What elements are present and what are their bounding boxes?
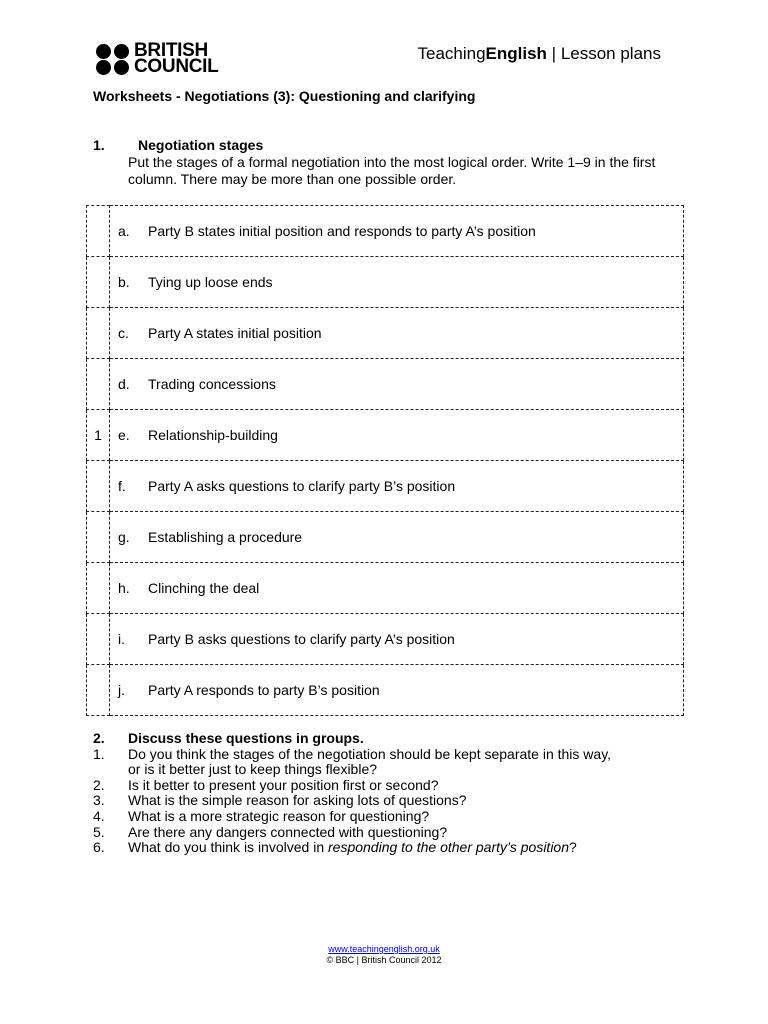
question-text: Is it better to present your position first or second? xyxy=(128,776,439,793)
stage-text: Clinching the deal xyxy=(148,580,260,596)
question-prefix: What do you think is involved in xyxy=(128,839,328,856)
stage-row xyxy=(87,410,684,461)
brand-suffix: | Lesson plans xyxy=(546,44,661,63)
question-6 xyxy=(93,840,611,856)
british-council-logo xyxy=(96,40,219,77)
question-suffix: ? xyxy=(569,839,577,856)
stage-letter: h. xyxy=(118,580,130,596)
stage-row xyxy=(87,512,684,563)
section1-number: 1. xyxy=(93,137,105,153)
question-2 xyxy=(93,778,611,794)
stage-cell xyxy=(110,257,684,308)
stage-row xyxy=(87,614,684,665)
stage-letter: a. xyxy=(118,223,130,239)
question-number: 3. xyxy=(93,792,105,809)
answer-cell[interactable] xyxy=(87,665,110,716)
stage-letter: c. xyxy=(118,325,129,341)
section2-heading xyxy=(93,731,611,747)
section1-heading xyxy=(93,137,263,153)
stage-text: Party A responds to party B’s position xyxy=(148,682,380,698)
question-number: 6. xyxy=(93,839,105,856)
stage-text: Relationship-building xyxy=(148,427,278,443)
footer-link[interactable]: www.teachingenglish.org.uk xyxy=(328,944,440,954)
question-text: What is the simple reason for asking lots of questions? xyxy=(128,792,467,809)
question-text: Are there any dangers connected with questioning? xyxy=(128,823,448,840)
question-italic: responding to the other party’s position xyxy=(328,839,570,856)
section2-number: 2. xyxy=(93,730,105,746)
question-text: What is a more strategic reason for questioning? xyxy=(128,807,430,824)
logo-dots-icon xyxy=(96,44,130,75)
question-number: 4. xyxy=(93,807,105,824)
stage-text: Establishing a procedure xyxy=(148,529,303,545)
stage-cell xyxy=(110,512,684,563)
answer-cell[interactable] xyxy=(87,563,110,614)
answer-cell[interactable] xyxy=(87,257,110,308)
logo-line-1: BRITISH xyxy=(134,40,208,61)
section1-title: Negotiation stages xyxy=(138,137,264,153)
stage-cell xyxy=(110,206,684,257)
question-5 xyxy=(93,825,611,841)
brand-prefix: Teaching xyxy=(417,44,486,63)
stage-letter: f. xyxy=(118,478,126,494)
stage-cell xyxy=(110,461,684,512)
stages-table xyxy=(86,205,684,716)
teaching-english-header xyxy=(417,44,661,64)
stage-letter: j. xyxy=(118,682,125,698)
answer-cell[interactable]: 1 xyxy=(87,410,110,461)
stage-row xyxy=(87,563,684,614)
section2-title: Discuss these questions in groups. xyxy=(128,730,364,746)
footer-copyright: © BBC | British Council 2012 xyxy=(326,955,442,965)
stage-row xyxy=(87,308,684,359)
worksheet-title: Worksheets - Negotiations (3): Questioning and clarifying xyxy=(93,88,476,104)
stage-row xyxy=(87,359,684,410)
question-text xyxy=(128,840,577,856)
stage-letter: d. xyxy=(118,376,130,392)
stage-row xyxy=(87,257,684,308)
question-number: 2. xyxy=(93,776,105,793)
section2 xyxy=(93,731,611,856)
stage-cell xyxy=(110,614,684,665)
stage-row xyxy=(87,665,684,716)
stage-text: Party B states initial position and responds to party A’s position xyxy=(148,223,536,239)
stage-cell xyxy=(110,410,684,461)
answer-cell[interactable] xyxy=(87,359,110,410)
question-text: or is it better just to keep things flexible? xyxy=(128,761,378,778)
answer-cell[interactable] xyxy=(87,461,110,512)
stage-text: Tying up loose ends xyxy=(148,274,273,290)
logo-wordmark xyxy=(134,40,219,77)
brand-bold: English xyxy=(485,44,547,63)
stage-text: Party B asks questions to clarify party A’s position xyxy=(148,631,455,647)
stage-cell xyxy=(110,665,684,716)
answer-cell[interactable] xyxy=(87,206,110,257)
answer-cell[interactable] xyxy=(87,512,110,563)
question-number: 5. xyxy=(93,823,105,840)
answer-cell[interactable] xyxy=(87,614,110,665)
stage-letter: e. xyxy=(118,427,130,443)
question-number: 1. xyxy=(93,745,105,762)
stage-cell xyxy=(110,308,684,359)
answer-cell[interactable] xyxy=(87,308,110,359)
stage-cell xyxy=(110,563,684,614)
stage-text: Party A states initial position xyxy=(148,325,322,341)
stage-letter: b. xyxy=(118,274,130,290)
logo-line-2: COUNCIL xyxy=(134,56,219,77)
stage-text: Party A asks questions to clarify party B’s position xyxy=(148,478,456,494)
stage-row xyxy=(87,206,684,257)
question-4 xyxy=(93,809,611,825)
stage-text: Trading concessions xyxy=(148,376,276,392)
stage-cell xyxy=(110,359,684,410)
footer xyxy=(0,944,768,966)
stage-letter: i. xyxy=(118,631,125,647)
question-1 xyxy=(93,747,611,778)
question-3 xyxy=(93,793,611,809)
section1-instructions: Put the stages of a formal negotiation into the most logical order. Write 1–9 in the first column. There may be more than one possible order. xyxy=(128,154,656,187)
stage-letter: g. xyxy=(118,529,130,545)
question-text: Do you think the stages of the negotiation should be kept separate in this way, xyxy=(128,745,612,762)
stage-row xyxy=(87,461,684,512)
